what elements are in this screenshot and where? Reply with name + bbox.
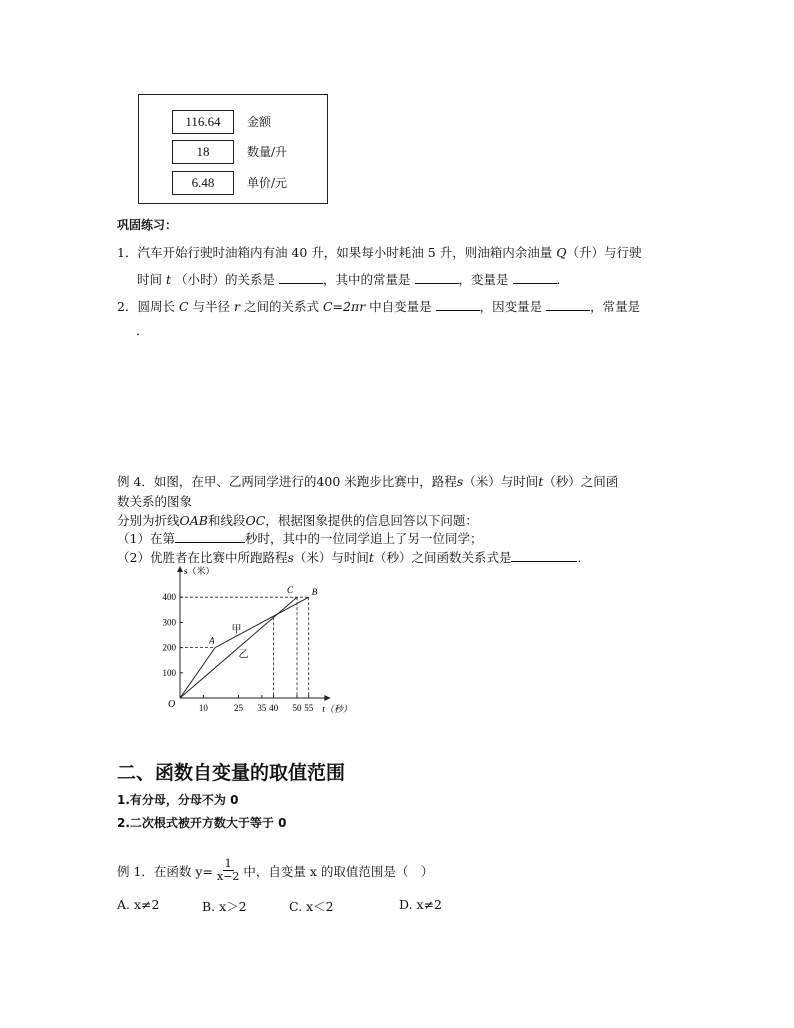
series-label-yi: 乙 [238, 649, 249, 661]
ex4-line1 [117, 472, 618, 490]
y-tick-label: 200 [162, 642, 176, 653]
quantity-label: 数量/升 [247, 145, 288, 159]
amount-label: 金额 [247, 115, 272, 129]
ex4-q1-a: （1）在第 [117, 531, 175, 546]
ex4-q1-b: 秒时，其中的一位同学追上了另一位同学； [244, 531, 483, 546]
q1-var-t: t [166, 272, 172, 287]
answer-blank[interactable] [436, 298, 480, 311]
price-label: 单价/元 [247, 176, 288, 190]
ex4-line3 [117, 511, 478, 529]
point-label-c: C [287, 585, 294, 596]
ex4-line3-b: 和线段 [207, 513, 246, 528]
fraction-numerator: 1 [224, 857, 232, 870]
q1-line2-a: 时间 [137, 272, 163, 287]
y-tick-label: 400 [162, 592, 176, 603]
q1-text-tail: （升）与行驶 [566, 245, 642, 260]
x-tick-label: 25 [234, 703, 243, 713]
ex4-q2-a: （2）优胜者在比赛中所跑路程 [117, 550, 288, 565]
option-b[interactable]: B. x＞2 [202, 899, 247, 914]
x-tick-label: 10 [198, 703, 208, 713]
answer-blank[interactable] [511, 549, 577, 562]
q2-c: 之间的关系式 [243, 299, 319, 314]
q1-line2-c: ，其中的常量是 [323, 272, 411, 287]
x-axis-arrow [324, 695, 330, 701]
ex4-line1-b: （米）与时间 [463, 474, 539, 489]
ex4-var-s: s [456, 474, 464, 489]
practice-heading: 巩固练习： [117, 218, 178, 232]
q1-line2-d: ，变量是 [458, 272, 509, 287]
ex1-prefix: 例 1．在函数 y= [117, 863, 213, 879]
fraction [215, 858, 241, 883]
point-label-b: B [311, 587, 318, 598]
race-chart [150, 560, 365, 720]
ex4-line3-a: 分别为折线 [117, 513, 180, 528]
answer-blank[interactable] [415, 271, 459, 284]
rule-2: 2.二次根式被开方数大于等于 0 [117, 816, 287, 830]
y-tick-label: 300 [162, 617, 176, 628]
practice-q2-line1 [117, 297, 640, 315]
series-label-jia: 甲 [231, 624, 242, 636]
ex4-oab: OAB [179, 513, 208, 528]
q2-b: 与半径 [192, 299, 231, 314]
answer-blank[interactable] [175, 530, 245, 543]
q1-var-q: Q [556, 245, 567, 260]
series-line-jia [180, 597, 309, 698]
q2-e: ，因变量是 [479, 299, 543, 314]
q2-var-r: r [234, 299, 240, 314]
q2-f: ，常量是 [590, 299, 641, 314]
ex4-line1-c: （秒）之间函 [543, 474, 619, 489]
ex4-line1-a: 例 4．如图，在甲、乙两同学进行的400 米跑步比赛中，路程 [117, 474, 457, 489]
q1-line2-e: ． [556, 272, 570, 287]
ex1-suffix: 中，自变量 x 的取值范围是（ ） [243, 863, 434, 879]
q1-text: 汽车开始行驶时油箱内有油 40 升，如果每小时耗油 5 升，则油箱内余油量 [137, 245, 553, 260]
ex1-question [117, 858, 433, 883]
y-axis-arrow [177, 566, 183, 572]
x-tick-label: 55 [304, 703, 314, 713]
q2-end: ． [136, 323, 149, 338]
q2-number: 2． [117, 299, 138, 314]
x-axis-label: t（秒） [322, 704, 352, 714]
pump-display [138, 94, 328, 204]
q1-number: 1． [117, 245, 138, 260]
y-tick-label: 100 [162, 667, 176, 678]
ex4-q2-var-t: t [368, 550, 374, 565]
ex4-q1 [117, 529, 482, 547]
practice-q1-line2 [137, 270, 569, 288]
x-tick-label: 35 [257, 703, 267, 713]
ex4-q2-end: ． [577, 550, 590, 565]
q1-line2-b: （小时）的关系是 [175, 272, 276, 287]
q2-a: 圆周长 [137, 299, 175, 314]
q2-d: 中自变量是 [369, 299, 432, 314]
q2-var-c: C [178, 299, 189, 314]
amount-value: 116.64 [172, 110, 234, 134]
x-tick-label: 40 [269, 703, 279, 713]
ex4-q2-c: （秒）之间函数关系式是 [373, 550, 512, 565]
ex4-q2-b: （米）与时间 [293, 550, 369, 565]
fraction-denominator: x−2 [216, 870, 240, 883]
point-label-a: A [209, 635, 215, 646]
rule-1: 1.有分母，分母不为 0 [117, 793, 239, 807]
practice-q1-line1 [117, 243, 641, 261]
answer-blank[interactable] [513, 271, 557, 284]
ex4-var-t: t [538, 474, 544, 489]
ex4-oc: OC [245, 513, 266, 528]
price-value: 6.48 [172, 171, 234, 195]
option-a[interactable]: A. x≠2 [117, 897, 160, 912]
y-axis-label: s（米） [184, 566, 215, 576]
answer-blank[interactable] [546, 298, 590, 311]
origin-label: O [168, 699, 176, 710]
ex4-q2-var-s: s [287, 550, 294, 565]
option-d[interactable]: D. x≠2 [399, 897, 442, 912]
ex4-line2: 数关系的图象 [117, 494, 193, 509]
answer-blank[interactable] [279, 271, 323, 284]
q2-formula: C=2πr [322, 299, 366, 314]
ex4-line3-c: ，根据图象提供的信息回答以下问题： [265, 513, 478, 528]
section-title: 二、函数自变量的取值范围 [117, 762, 346, 784]
quantity-value: 18 [172, 140, 234, 164]
option-c[interactable]: C. x＜2 [289, 899, 334, 914]
x-tick-label: 50 [292, 703, 302, 713]
